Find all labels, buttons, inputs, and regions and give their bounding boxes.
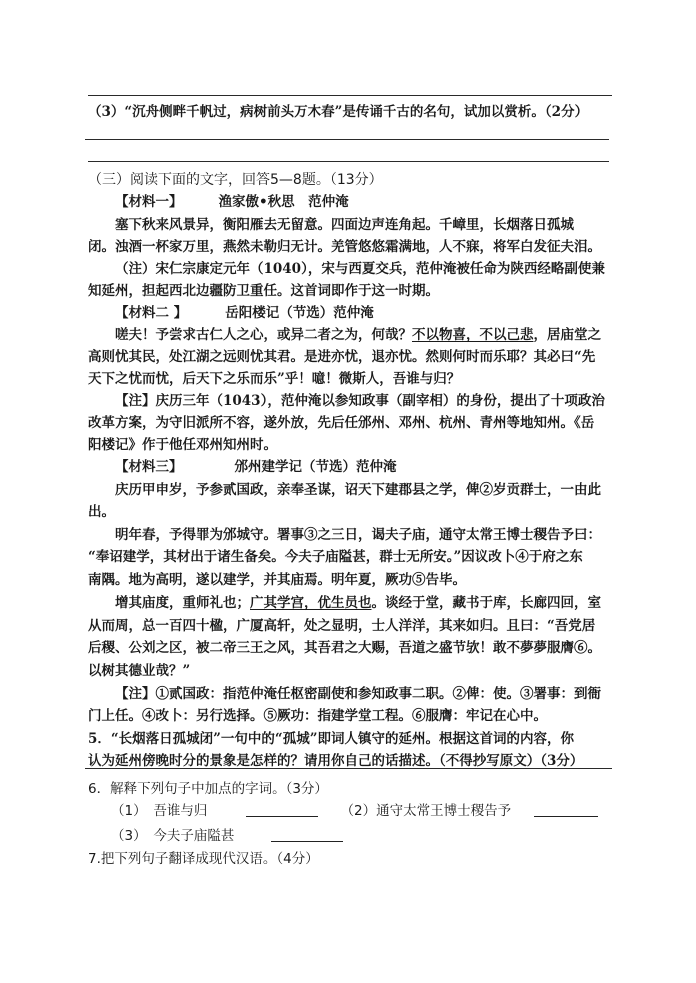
- material-2-text-line: 高则忧其民，处江湖之远则忧其君。是进亦忧，退亦忧。然则何时而乐耶？其必曰“先: [88, 349, 596, 365]
- material-1-note-line: （注）宋仁宗康定元年（1040），宋与西夏交兵，范仲淹被任命为陕西经略副使兼: [115, 261, 605, 277]
- question-6-item-2: （2）通守太常王博士稷告予: [340, 803, 512, 819]
- question-7-stem: 7.把下列句子翻译成现代汉语。（4分）: [88, 851, 319, 867]
- material-3-underlined-phrase: 广其学宫，优生员也: [250, 595, 372, 611]
- question-6-item-1: （1） 吾谁与归: [111, 803, 208, 819]
- material-3-text-line: 南隅。地为高明，遂以建学，并其庙焉。明年夏，厥功⑤告毕。: [88, 572, 466, 588]
- answer-blank[interactable]: [246, 802, 318, 817]
- material-2-note-line: 阳楼记》作于他任邓州知州时。: [88, 437, 277, 453]
- material-2-tag: 【材料二 】: [115, 305, 188, 321]
- answer-line: [88, 161, 609, 162]
- material-2-text-segment: ，居庙堂之: [533, 327, 601, 343]
- material-2-note-line: 【注】庆历三年（1043），范仲淹以参知政事（副宰相）的身份，提出了十项政治: [115, 393, 605, 409]
- material-2-title: 岳阳楼记（节选）范仲淹: [225, 305, 374, 321]
- material-3-text-segment: 增其庙度，重师礼也；: [115, 595, 250, 611]
- question-6-stem: 6．解释下列句子中加点的字词。（3分）: [88, 781, 328, 797]
- material-3-text-segment: 。谈经于堂，藏书于库，长廊四回，室: [371, 595, 601, 611]
- question-5-line: 认为延州傍晚时分的景象是怎样的？请用你自己的话描述。（不得抄写原文）（3分）: [88, 753, 584, 769]
- material-3-note-line: 【注】①贰国政：指范仲淹任枢密副使和参知政事二职。②俾：使。③署事：到衙: [115, 686, 601, 702]
- material-1-header: [115, 193, 349, 211]
- material-3-title: 邠州建学记（节选）范仲淹: [234, 459, 397, 475]
- question-5-line: 5．“长烟落日孤城闭”一句中的“孤城”即词人镇守的延州。根据这首词的内容，你: [88, 731, 574, 747]
- material-3-note-line: 门上任。④改卜：另行选择。⑤厥功：指建学堂工程。⑥服膺：牢记在心中。: [88, 708, 547, 724]
- material-1-poem-line: 塞下秋来风景异，衡阳雁去无留意。四面边声连角起。千嶂里，长烟落日孤城: [115, 217, 574, 233]
- section-3-heading: （三）阅读下面的文字，回答5—8题。（13分）: [88, 172, 383, 188]
- material-2-header: [115, 304, 374, 322]
- material-3-text-line: “奉诏建学，其材出于诸生备矣。今夫子庙隘甚，群士无所安。”因议改卜④于府之东: [88, 549, 583, 565]
- material-1-note-line: 知延州，担起西北边疆防卫重任。这首词即作于这一时期。: [88, 283, 439, 299]
- material-2-text-segment: 嗟夫！予尝求古仁人之心，或异二者之为，何哉？: [115, 327, 412, 343]
- material-3-text-line: 以树其德业哉？”: [88, 663, 191, 679]
- material-3-tag: 【材料三】: [115, 459, 183, 475]
- material-3-text-line: 庆历甲申岁，予参贰国政，亲奉圣谋，诏天下建郡县之学，俾②岁贡群士，一由此: [115, 482, 601, 498]
- material-3-text-line: 从而周，总一百四十楹，广厦高轩，处之显明，士人洋洋，其来如归。且曰：“吾党居: [88, 618, 596, 634]
- material-1-tag: 【材料一】: [115, 194, 183, 210]
- answer-line: [88, 95, 612, 96]
- question-6-item-3: （3） 今夫子庙隘甚: [111, 828, 235, 844]
- question-6-items-row: [111, 827, 343, 845]
- material-3-text-line: [115, 594, 601, 612]
- material-3-text-line: 后稷、公刘之区，被二帝三王之风，其吾君之大赐，吾道之盛节欤！敢不夢夢服膺⑥。: [88, 640, 601, 656]
- material-2-note-line: 改革方案，为守旧派所不容，遂外放，先后任邠州、邓州、杭州、青州等地知州。《岳: [88, 415, 595, 431]
- material-1-title: 渔家傲•秋思 范仲淹: [218, 194, 349, 210]
- answer-blank[interactable]: [534, 802, 598, 817]
- material-3-text-line: 出。: [88, 504, 115, 520]
- question-6-items-row: [111, 802, 598, 820]
- answer-line: [85, 139, 609, 140]
- material-2-text-line: [115, 326, 601, 344]
- material-1-poem-line: 闭。浊酒一杯家万里，燕然未勒归无计。羌管悠悠霜满地，人不寐，将军白发征夫泪。: [88, 239, 601, 255]
- answer-blank[interactable]: [271, 827, 343, 842]
- material-2-underlined-phrase: 不以物喜，不以己悲: [412, 327, 534, 343]
- material-2-text-line: 天下之忧而忧，后天下之乐而乐”乎！噫！微斯人，吾谁与归？: [88, 371, 461, 387]
- question-3-text: （3）“沉舟侧畔千帆过，病树前头万木春”是传诵千古的名句，试加以赏析。（2分）: [88, 104, 589, 120]
- material-3-header: [115, 458, 397, 476]
- answer-line: [85, 768, 612, 769]
- material-3-text-line: 明年春，予得罪为邠城守。署事③之三日，谒夫子庙，通守太常王博士稷告予曰：: [115, 527, 601, 543]
